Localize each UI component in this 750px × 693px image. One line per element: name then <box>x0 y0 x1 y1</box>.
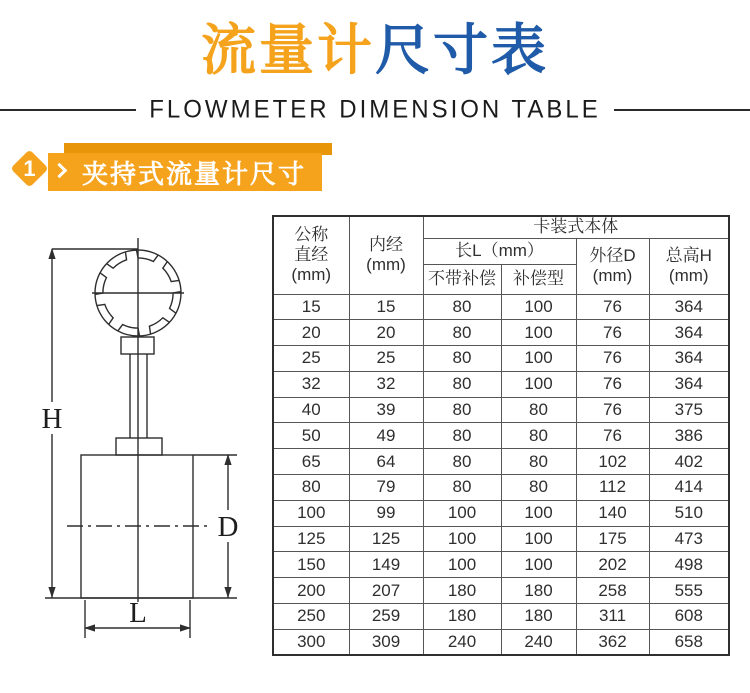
cell-inner-diameter: 39 <box>349 397 423 423</box>
cell-nominal-diameter: 15 <box>273 294 349 320</box>
cell-total-height: 510 <box>649 500 729 526</box>
col-header-length-compensated: 补偿型 <box>501 264 576 294</box>
cell-length-uncompensated: 100 <box>423 526 501 552</box>
col-header-outer-diameter: 外径D (mm) <box>576 238 649 294</box>
subtitle <box>0 96 750 124</box>
cell-length-uncompensated: 80 <box>423 475 501 501</box>
dimension-table <box>272 215 730 656</box>
table-row <box>273 397 729 423</box>
cell-length-compensated: 80 <box>501 475 576 501</box>
col-header-total-height: 总高H (mm) <box>649 238 729 294</box>
cell-inner-diameter: 64 <box>349 449 423 475</box>
cell-total-height: 364 <box>649 346 729 372</box>
cell-length-uncompensated: 80 <box>423 397 501 423</box>
cell-outer-diameter: 76 <box>576 346 649 372</box>
cell-inner-diameter: 259 <box>349 604 423 630</box>
cell-nominal-diameter: 25 <box>273 346 349 372</box>
cell-total-height: 402 <box>649 449 729 475</box>
cell-nominal-diameter: 200 <box>273 578 349 604</box>
cell-outer-diameter: 76 <box>576 371 649 397</box>
table-row <box>273 552 729 578</box>
cell-total-height: 414 <box>649 475 729 501</box>
cell-length-compensated: 100 <box>501 500 576 526</box>
cell-inner-diameter: 32 <box>349 371 423 397</box>
cell-length-uncompensated: 80 <box>423 320 501 346</box>
cell-inner-diameter: 207 <box>349 578 423 604</box>
section-number-diamond <box>10 149 48 187</box>
section-banner <box>12 148 332 194</box>
cell-total-height: 498 <box>649 552 729 578</box>
cell-nominal-diameter: 50 <box>273 423 349 449</box>
cell-total-height: 364 <box>649 320 729 346</box>
section-banner-label: 夹持式流量计尺寸 <box>82 158 307 189</box>
cell-nominal-diameter: 250 <box>273 604 349 630</box>
cell-total-height: 473 <box>649 526 729 552</box>
cell-length-uncompensated: 180 <box>423 578 501 604</box>
cell-nominal-diameter: 65 <box>273 449 349 475</box>
cell-inner-diameter: 25 <box>349 346 423 372</box>
cell-nominal-diameter: 32 <box>273 371 349 397</box>
cell-inner-diameter: 79 <box>349 475 423 501</box>
cell-length-compensated: 100 <box>501 526 576 552</box>
cell-total-height: 608 <box>649 604 729 630</box>
cell-outer-diameter: 76 <box>576 397 649 423</box>
subtitle-left-rule <box>0 109 136 111</box>
label-D: D <box>217 511 239 543</box>
cell-length-compensated: 100 <box>501 346 576 372</box>
flowmeter-drawing-svg <box>15 210 265 690</box>
cell-total-height: 375 <box>649 397 729 423</box>
table-row <box>273 423 729 449</box>
flange <box>116 438 162 455</box>
page-title <box>0 20 750 81</box>
cell-outer-diameter: 362 <box>576 629 649 655</box>
cell-inner-diameter: 149 <box>349 552 423 578</box>
cell-length-compensated: 100 <box>501 371 576 397</box>
cell-length-compensated: 80 <box>501 423 576 449</box>
cell-outer-diameter: 311 <box>576 604 649 630</box>
cell-length-uncompensated: 240 <box>423 629 501 655</box>
table-row <box>273 371 729 397</box>
table-row <box>273 475 729 501</box>
label-L: L <box>129 597 147 629</box>
page-title-part-orange: 流量计 <box>200 19 375 81</box>
col-header-clamp-body-group: 卡装式本体 <box>423 216 729 238</box>
cell-length-uncompensated: 80 <box>423 423 501 449</box>
cell-outer-diameter: 102 <box>576 449 649 475</box>
cell-length-uncompensated: 100 <box>423 552 501 578</box>
cell-nominal-diameter: 40 <box>273 397 349 423</box>
table-row <box>273 449 729 475</box>
cell-total-height: 555 <box>649 578 729 604</box>
col-header-length-uncompensated: 不带补偿 <box>423 264 501 294</box>
label-H: H <box>41 403 63 435</box>
cell-outer-diameter: 140 <box>576 500 649 526</box>
cell-outer-diameter: 76 <box>576 423 649 449</box>
cell-length-compensated: 180 <box>501 604 576 630</box>
cell-length-uncompensated: 100 <box>423 500 501 526</box>
table-row <box>273 500 729 526</box>
cell-inner-diameter: 49 <box>349 423 423 449</box>
section-number: 1 <box>23 155 36 181</box>
table-body <box>273 294 729 655</box>
table-row <box>273 578 729 604</box>
cell-inner-diameter: 125 <box>349 526 423 552</box>
cell-length-uncompensated: 80 <box>423 449 501 475</box>
cell-total-height: 364 <box>649 371 729 397</box>
cell-nominal-diameter: 300 <box>273 629 349 655</box>
table-row <box>273 526 729 552</box>
cell-outer-diameter: 202 <box>576 552 649 578</box>
table-row <box>273 629 729 655</box>
cell-nominal-diameter: 100 <box>273 500 349 526</box>
col-header-length: 长L（mm） <box>423 238 576 264</box>
cell-length-uncompensated: 80 <box>423 294 501 320</box>
cell-nominal-diameter: 150 <box>273 552 349 578</box>
table-row <box>273 346 729 372</box>
cell-length-compensated: 100 <box>501 552 576 578</box>
flowmeter-technical-drawing <box>15 210 265 690</box>
table-row <box>273 604 729 630</box>
subtitle-text: FLOWMETER DIMENSION TABLE <box>149 95 601 124</box>
cell-length-compensated: 80 <box>501 449 576 475</box>
cell-length-uncompensated: 180 <box>423 604 501 630</box>
cell-length-uncompensated: 80 <box>423 346 501 372</box>
cell-nominal-diameter: 20 <box>273 320 349 346</box>
cell-nominal-diameter: 80 <box>273 475 349 501</box>
cell-inner-diameter: 309 <box>349 629 423 655</box>
cell-length-compensated: 80 <box>501 397 576 423</box>
cell-total-height: 386 <box>649 423 729 449</box>
cell-inner-diameter: 20 <box>349 320 423 346</box>
page-title-part-blue: 尺寸表 <box>375 19 550 81</box>
cell-outer-diameter: 258 <box>576 578 649 604</box>
cell-outer-diameter: 76 <box>576 294 649 320</box>
cell-length-compensated: 100 <box>501 320 576 346</box>
table-row <box>273 320 729 346</box>
cell-inner-diameter: 15 <box>349 294 423 320</box>
cell-inner-diameter: 99 <box>349 500 423 526</box>
cell-length-compensated: 180 <box>501 578 576 604</box>
cell-length-compensated: 240 <box>501 629 576 655</box>
cell-total-height: 658 <box>649 629 729 655</box>
col-header-inner-diameter: 内经 (mm) <box>349 216 423 294</box>
cell-total-height: 364 <box>649 294 729 320</box>
subtitle-right-rule <box>614 109 750 111</box>
cell-outer-diameter: 76 <box>576 320 649 346</box>
cell-length-uncompensated: 80 <box>423 371 501 397</box>
col-header-nominal-diameter: 公称 直经 (mm) <box>273 216 349 294</box>
cell-nominal-diameter: 125 <box>273 526 349 552</box>
cell-length-compensated: 100 <box>501 294 576 320</box>
cell-outer-diameter: 175 <box>576 526 649 552</box>
dimension-arrowheads <box>48 248 231 632</box>
table-row <box>273 294 729 320</box>
cell-outer-diameter: 112 <box>576 475 649 501</box>
section-banner-title <box>48 153 322 191</box>
